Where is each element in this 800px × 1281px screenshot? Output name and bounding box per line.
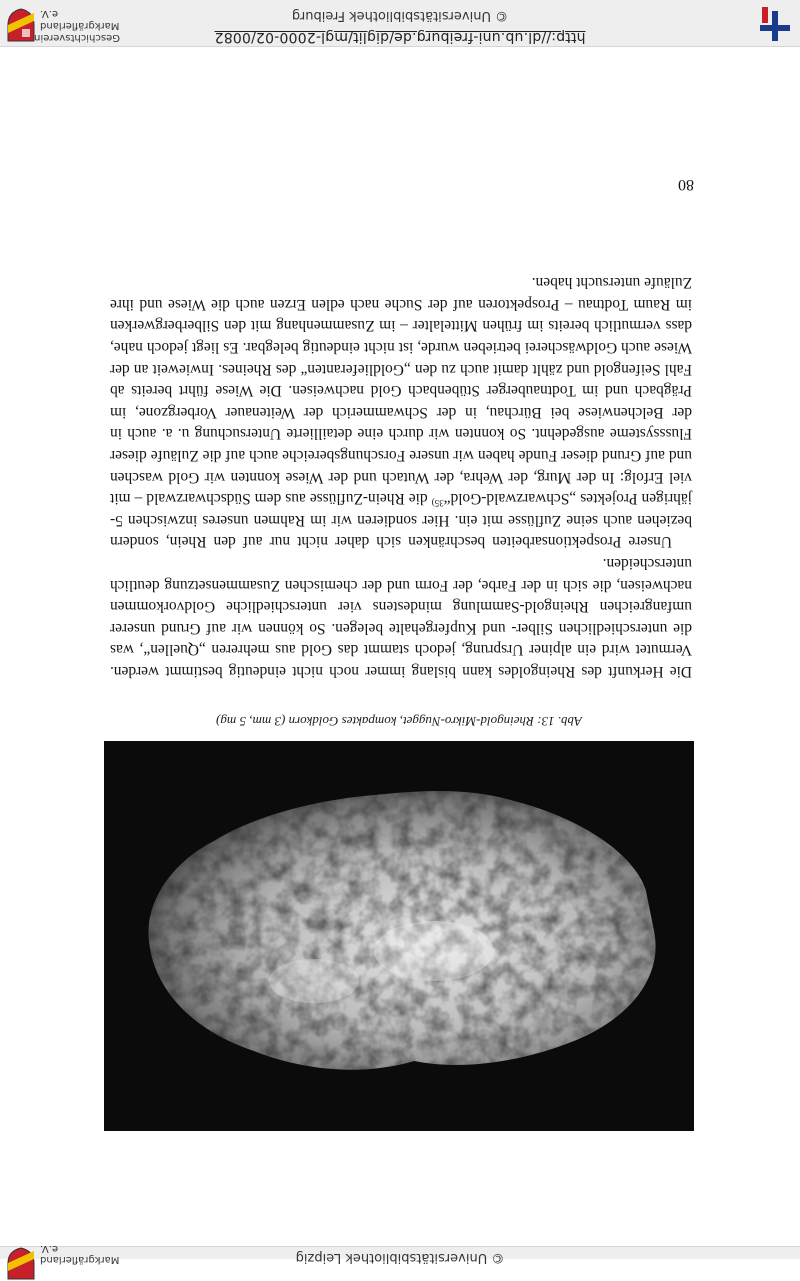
page-number: 80 <box>678 176 694 193</box>
publisher-org-line-1: Geschichtsverein <box>34 32 120 43</box>
gold-nugget-photo <box>104 741 694 1131</box>
crest-icon <box>6 1247 36 1281</box>
paragraph-2-part-a: Unsere Prospektionsarbeiten beschränken sich daher nicht nur auf den Rhein, sondern beziehen auch seine Zuflüsse mit ein. Hier sondieren wir im Rahmen unseres inzwischen 5-jährigen Projektes „Schwarzwald-Gold“ <box>110 490 692 551</box>
publisher-org-line-2: Markgräflerland e.V. <box>40 8 120 31</box>
top-attribution-band <box>0 1243 800 1265</box>
nugget-image <box>104 741 694 1131</box>
top-copyright-text: © Universitätsbibliothek Leipzig <box>295 1250 505 1265</box>
paragraph-1: Die Herkunft des Rheingoldes kann bislang immer noch nicht eindeutig bestimmt werden. Vermutet wird ein alpiner Ursprung, jedoch stammt das Gold aus mehreren „Quellen“, was die unterschiedlichen Silber- und Kupfergehalte belegen. So können wir auf Grund unserer umfangreichen Rheingold-Sammlung mindestens vier unterschiedliche Goldvorkommen nachweisen, die sich in der Farbe, der Form und der chemischen Zusammensetzung deutlich unterscheiden. <box>110 555 692 680</box>
paragraph-2-part-b: die Rhein-Zuflüsse aus dem Südschwarzwald – mit viel Erfolg: In der Murg, der Wehra, der Wutach und der Wiese konnten wir Gold waschen und auf Grund dieser Funde haben wir unsere Forschungsbereiche auch auf die Zuläufe dieser Flusssysteme ausgedehnt. So konnten wir durch eine detaillierte Untersuchung u. a. auch in der Belchenwiese bei Bürchau, in der Schwammerich der Weitenauer Vorbergzone, im Prägbach und im Todtnauberger Stübenbach Gold nachweisen. Die Wiese führt bereits ab Fahl Seifengold und zählt damit auch zu den „Goldlieferanten“ des Rheines. Inwieweit an der Wiese auch Goldwäscherei betrieben wurde, ist nicht eindeutig belegbar. Es liegt jedoch nahe, dass vermutlich bereits im frühen Mittelalter – im Zusammenhang mit den Silberbergwerken im Raum Todtnau – Prospektoren auf der Suche nach edlen Erzen auch die Wiese und ihre Zuläufe untersucht haben. <box>110 274 692 508</box>
publisher-org <box>34 7 120 43</box>
figure-caption: Abb. 13: Rheingold-Mikro-Nugget, kompaktes Goldkorn (3 mm, 5 mg) <box>216 714 582 729</box>
crest-icon <box>6 7 36 43</box>
article-body <box>110 272 692 682</box>
paragraph-2 <box>110 272 692 553</box>
top-org-text: Markgräflerland e.V. <box>40 1243 120 1265</box>
document-permalink[interactable]: http://dl.ub.uni-freiburg.de/diglit/mgl-2000-02/0082 <box>214 29 586 45</box>
copyright-text: © Universitätsbibliothek Freiburg <box>291 8 509 23</box>
footnote-ref: 35) <box>431 498 444 509</box>
